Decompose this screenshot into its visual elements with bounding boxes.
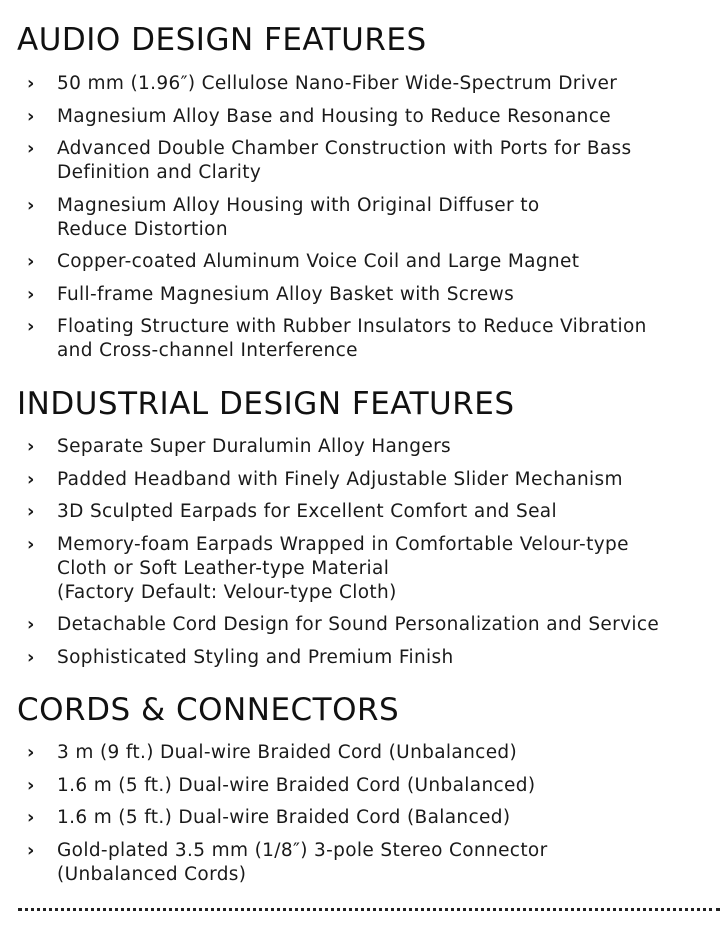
section-cords-connectors: [0, 692, 720, 887]
feature-item: [0, 283, 720, 307]
feature-item: [0, 105, 720, 129]
feature-item: [0, 646, 720, 670]
feature-text: (Unbalanced Cords): [57, 863, 247, 885]
chevron-right-icon: ›: [27, 614, 35, 635]
feature-item: [0, 774, 720, 798]
chevron-right-icon: ›: [27, 194, 35, 216]
feature-text: 3 m (9 ft.) Dual-wire Braided Cord (Unbalanced): [57, 742, 518, 763]
feature-item: [0, 806, 720, 830]
feature-text: Full-frame Magnesium Alloy Basket with Screws: [57, 283, 515, 305]
chevron-right-icon: ›: [27, 105, 35, 127]
feature-text: Magnesium Alloy Base and Housing to Reduce Resonance: [57, 105, 611, 127]
feature-text: Sophisticated Styling and Premium Finish: [57, 646, 454, 668]
feature-text: Memory-foam Earpads Wrapped in Comfortable Velour-type: [57, 533, 629, 555]
feature-item: [0, 137, 720, 185]
feature-item: [0, 613, 720, 637]
section-audio-design: [0, 22, 720, 363]
feature-text: 50 mm (1.96″) Cellulose Nano-Fiber Wide-Spectrum Driver: [57, 73, 618, 94]
feature-text: 1.6 m (5 ft.) Dual-wire Braided Cord (Balanced): [57, 807, 511, 828]
feature-text: 1.6 m (5 ft.) Dual-wire Braided Cord (Unbalanced): [57, 774, 536, 796]
feature-item: [0, 194, 720, 242]
feature-item: [0, 315, 720, 363]
chevron-right-icon: ›: [27, 73, 35, 94]
chevron-right-icon: ›: [27, 646, 35, 668]
feature-list: [0, 435, 720, 670]
feature-text: Cloth or Soft Leather-type Material: [57, 557, 390, 579]
feature-list: [0, 72, 720, 363]
chevron-right-icon: ›: [27, 283, 35, 305]
feature-text: Separate Super Duralumin Alloy Hangers: [57, 436, 452, 457]
dotted-divider: [18, 908, 720, 911]
feature-text: Advanced Double Chamber Construction with Ports for Bass: [57, 138, 632, 159]
feature-item: [0, 533, 720, 605]
chevron-right-icon: ›: [27, 251, 35, 272]
feature-text: Reduce Distortion: [57, 218, 228, 240]
feature-text: Magnesium Alloy Housing with Original Diffuser to: [57, 194, 540, 216]
chevron-right-icon: ›: [27, 807, 35, 828]
chevron-right-icon: ›: [27, 774, 35, 796]
feature-text: 3D Sculpted Earpads for Excellent Comfort and Seal: [57, 501, 557, 522]
feature-text: Gold-plated 3.5 mm (1/8″) 3-pole Stereo Connector: [57, 839, 548, 861]
chevron-right-icon: ›: [27, 839, 35, 861]
chevron-right-icon: ›: [27, 138, 35, 159]
feature-text: Copper-coated Aluminum Voice Coil and Large Magnet: [57, 251, 580, 272]
section-title: INDUSTRIAL DESIGN FEATURES: [17, 386, 515, 422]
feature-item: [0, 435, 720, 459]
section-title: CORDS & CONNECTORS: [17, 692, 400, 728]
feature-text: Detachable Cord Design for Sound Personalization and Service: [57, 614, 660, 635]
chevron-right-icon: ›: [27, 436, 35, 457]
chevron-right-icon: ›: [27, 742, 35, 763]
feature-item: [0, 839, 720, 887]
chevron-right-icon: ›: [27, 501, 35, 522]
chevron-right-icon: ›: [27, 468, 35, 490]
feature-list: [0, 741, 720, 887]
feature-item: [0, 500, 720, 524]
feature-text: Floating Structure with Rubber Insulators to Reduce Vibration: [57, 316, 647, 337]
chevron-right-icon: ›: [27, 316, 35, 337]
feature-text: (Factory Default: Velour-type Cloth): [57, 581, 397, 603]
chevron-right-icon: ›: [27, 533, 35, 555]
feature-item: [0, 741, 720, 765]
feature-text: Padded Headband with Finely Adjustable Slider Mechanism: [57, 468, 623, 490]
feature-item: [0, 250, 720, 274]
feature-text: and Cross-channel Interference: [57, 340, 358, 361]
feature-item: [0, 72, 720, 96]
feature-item: [0, 468, 720, 492]
section-title: AUDIO DESIGN FEATURES: [17, 22, 427, 58]
section-industrial-design: [0, 386, 720, 670]
feature-text: Definition and Clarity: [57, 162, 262, 183]
